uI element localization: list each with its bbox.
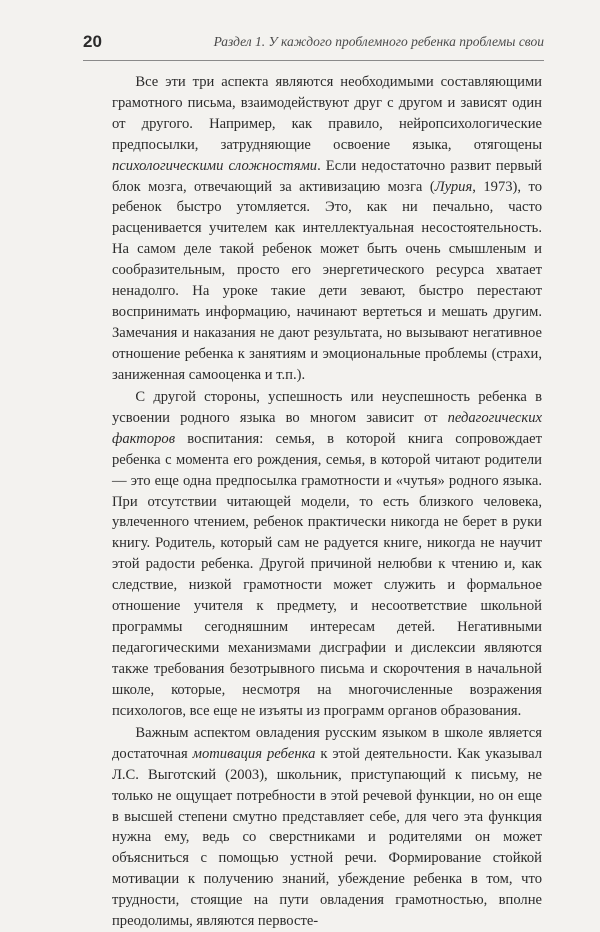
text-segment: Все эти три аспекта являются необходимыми составляющими грамотного письма, взаимодействуют друг с другом и зависят один от другого. Например, как правило, нейропсихологические предпосылки, затрудняющие освоение языка, отягощены [112, 74, 542, 153]
paragraph-3 [112, 723, 542, 932]
paragraph-1 [112, 72, 542, 386]
italic-term: педагогических факторов [112, 409, 542, 447]
italic-term: мотивация ребенка [192, 745, 316, 762]
text-segment: , 1973), то ребенок быстро утомляется. Это, как ни печально, часто расценивается учителем как интеллектуальная несостоятельность. На самом деле такой ребенок может быть очень смышленым и сообразительным, просто его энергетического ресурса хватает ненадолго. На уроке такие дети зевают, быстро перестают воспринимать информацию, начинают вертеться и мешать другим. Замечания и наказания не дают результата, но вызывают негативное отношение ребенка к занятиям и эмоциональные проблемы (страхи, заниженная самооценка и т.п.). [112, 178, 542, 383]
text-segment: Важным аспектом овладения русским языком в школе является достаточная [112, 724, 542, 762]
page-header [83, 30, 544, 61]
body-text [112, 72, 542, 932]
italic-term: психологическими сложностями [112, 157, 318, 174]
italic-citation: Лурия [434, 178, 473, 195]
text-segment: к этой деятельности. Как указывал Л.С. Выготский (2003), школьник, приступающий к письму, не только не ощущает потребности в этой речевой функции, но он еще в высшей степени смутно представляет себе, для чего эта функция нужна ему, ведь со сверстниками и родителями он может объясниться с помощью устной речи. Формирование стойкой мотивации к получению знаний, убеждение ребенка в том, что трудности, стоящие на пути овладения грамотностью, вполне преодолимы, являются первосте- [112, 745, 542, 930]
running-head: Раздел 1. У каждого проблемного ребенка проблемы свои [213, 34, 544, 49]
text-segment: воспитания: семья, в которой книга сопровождает ребенка с момента его рождения, семья, в которой читают родители — это еще одна предпосылка грамотности и «чутья» родного языка. При отсутствии читающей модели, то есть близкого человека, увлеченного чтением, ребенок практически никогда не берет в руки книгу. Родитель, который сам не радуется книге, никогда не научит этой радости ребенка. Другой причиной нелюбви к чтению и, как следствие, низкой грамотности может служить и формальное отношение учителя к предмету, и несоответствие школьной программы сегодняшним интересам детей. Негативными педагогическими механизмами дисграфии и дислексии являются также требования безотрывного письма и скорочтения в начальной школе, которые, несмотря на многочисленные возражения психологов, все еще не изъяты из программ органов образования. [112, 430, 542, 719]
paragraph-2 [112, 387, 542, 722]
text-segment: . Если недостаточно развит первый блок мозга, отвечающий за активизацию мозга ( [112, 157, 542, 195]
text-segment: С другой стороны, успешность или неуспешность ребенка в усвоении родного языка во многом зависит от [112, 388, 542, 426]
page-number: 20 [83, 32, 102, 51]
